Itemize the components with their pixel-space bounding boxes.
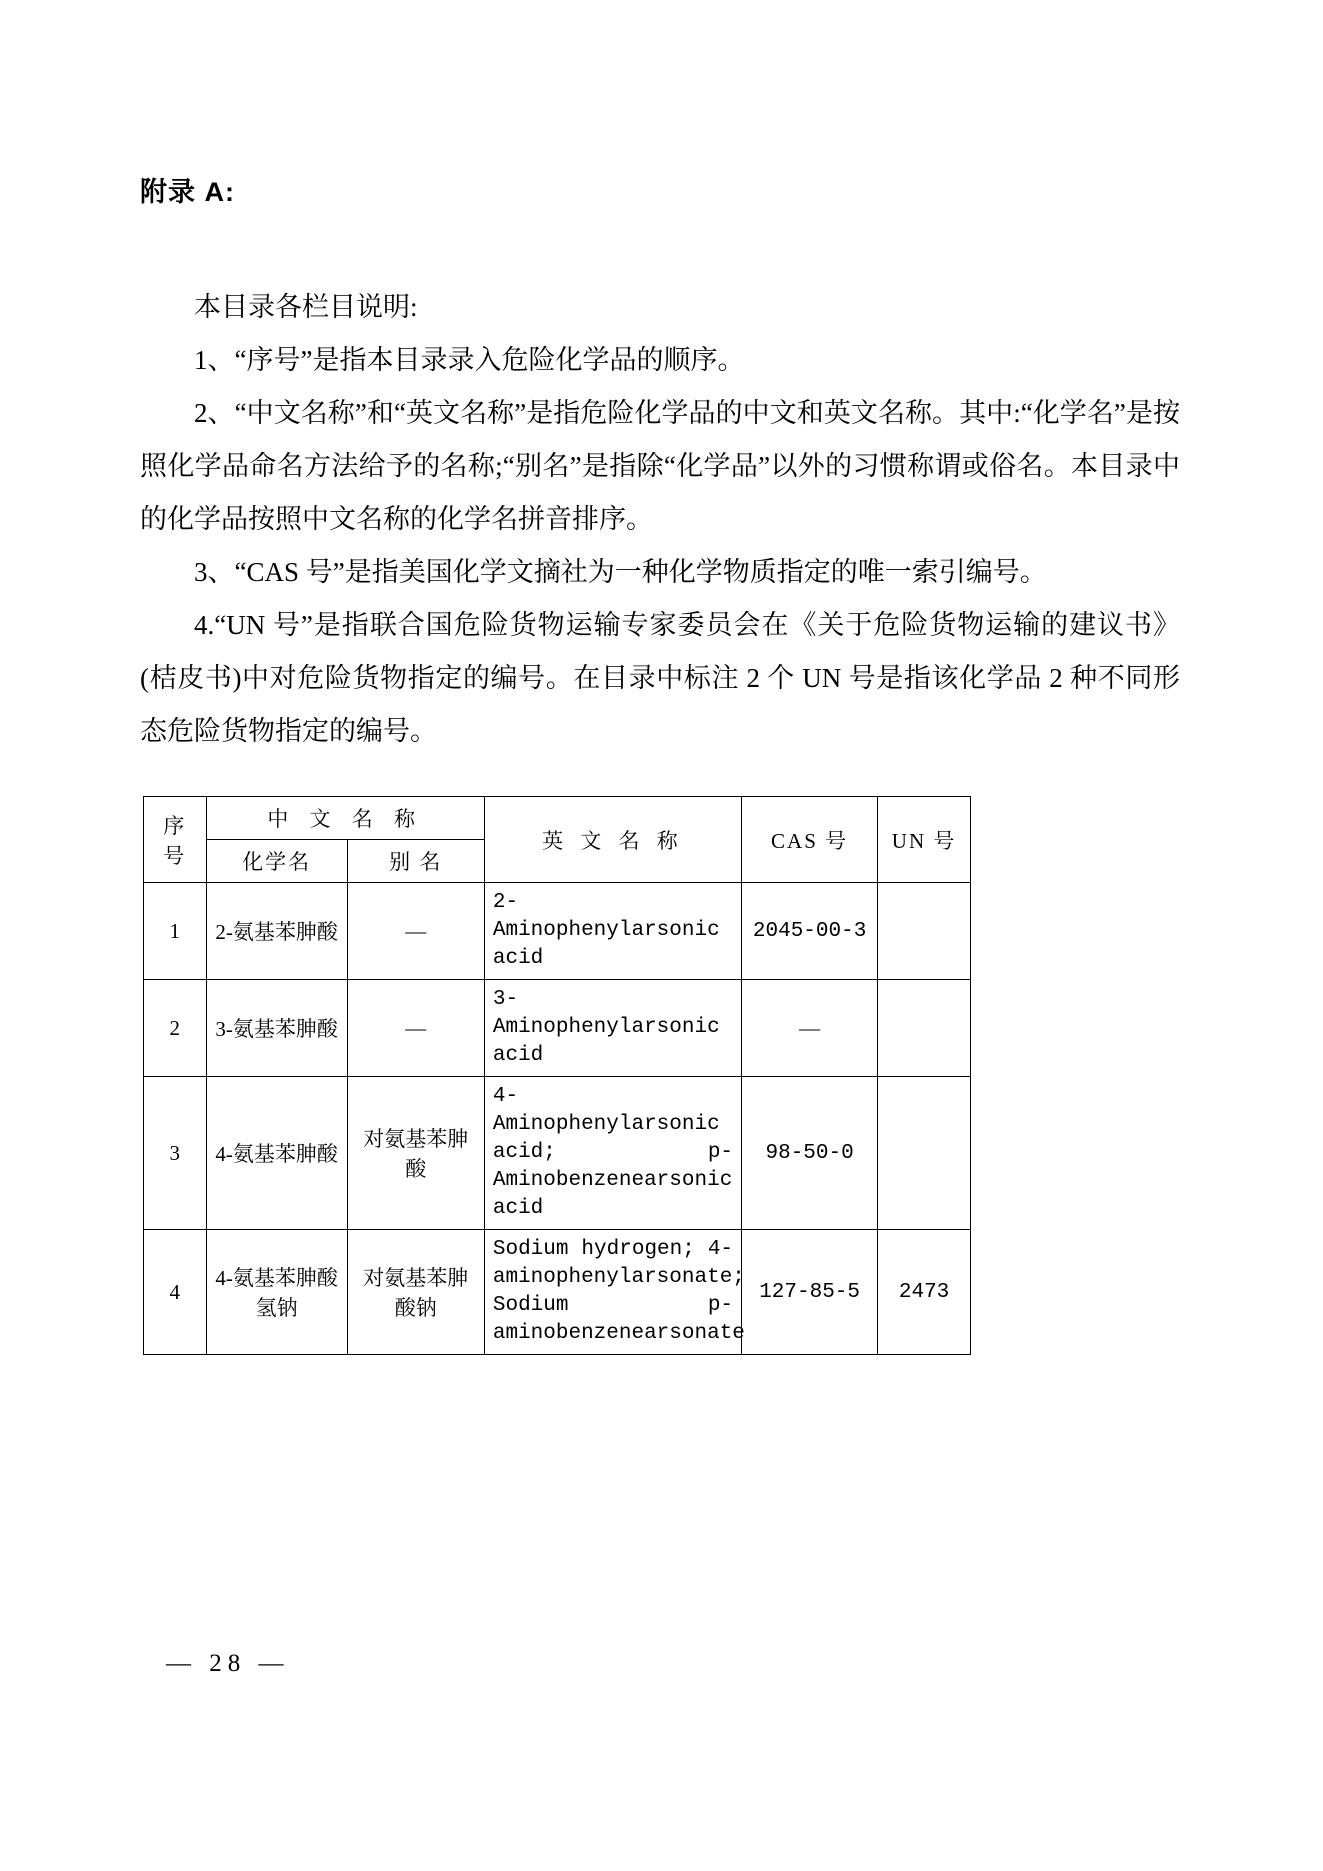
cell-en-name: 2-Aminophenylarsonic acid (484, 883, 741, 980)
appendix-title: 附录 A: (140, 177, 235, 207)
cell-en-name: Sodium hydrogen; 4-aminophenylarsonate; Sodium p-aminobenzenearsonate (484, 1230, 741, 1355)
table-row (144, 1077, 971, 1230)
table-header (144, 797, 971, 883)
cell-alias: 对氨基苯胂酸钠 (347, 1230, 484, 1355)
cell-en-name: 3-Aminophenylarsonic acid (484, 980, 741, 1077)
table-row (144, 980, 971, 1077)
header-cn-group: 中 文 名 称 (206, 797, 484, 840)
cell-chem-name: 2-氨基苯胂酸 (206, 883, 347, 980)
cell-cas: 127-85-5 (742, 1230, 878, 1355)
cell-alias: — (347, 883, 484, 980)
cell-un (878, 1077, 971, 1230)
table-row (144, 883, 971, 980)
explain-item-1: 1、“序号”是指本目录录入危险化学品的顺序。 (194, 345, 745, 375)
explain-item-4: 4.“UN 号”是指联合国危险货物运输专家委员会在《关于危险货物运输的建议书》(桔皮书)中对危险货物指定的编号。在目录中标注 2 个 UN 号是指该化学品 2 种不同形态危险货物指定的编号。 (140, 610, 1180, 746)
page-content (140, 0, 1180, 1355)
cell-un (878, 980, 971, 1077)
table-header-row-1 (144, 797, 971, 840)
intro-heading: 本目录各栏目说明: (194, 292, 418, 322)
header-cn-alias: 别 名 (347, 840, 484, 883)
cell-cas: — (742, 980, 878, 1077)
intro-block (140, 281, 1180, 758)
cell-chem-name: 4-氨基苯胂酸 (206, 1077, 347, 1230)
header-en-name: 英 文 名 称 (484, 797, 741, 883)
cell-en-name: 4-Aminophenylarsonic acid; p-Aminobenzenearsonic acid (484, 1077, 741, 1230)
header-un: UN 号 (878, 797, 971, 883)
cell-no: 2 (144, 980, 207, 1077)
cell-un (878, 883, 971, 980)
table-row (144, 1230, 971, 1355)
table-body (144, 883, 971, 1355)
chemical-catalog-table (143, 796, 971, 1355)
cell-chem-name: 3-氨基苯胂酸 (206, 980, 347, 1077)
header-no: 序号 (144, 797, 207, 883)
cell-chem-name: 4-氨基苯胂酸氢钠 (206, 1230, 347, 1355)
header-cn-chem: 化学名 (206, 840, 347, 883)
explain-item-2: 2、“中文名称”和“英文名称”是指危险化学品的中文和英文名称。其中:“化学名”是按照化学品命名方法给予的名称;“别名”是指除“化学品”以外的习惯称谓或俗名。本目录中的化学品按照中文名称的化学名拼音排序。 (140, 398, 1180, 534)
cell-no: 3 (144, 1077, 207, 1230)
explain-item-3: 3、“CAS 号”是指美国化学文摘社为一种化学物质指定的唯一索引编号。 (194, 557, 1047, 587)
cell-alias: 对氨基苯胂酸 (347, 1077, 484, 1230)
cell-un: 2473 (878, 1230, 971, 1355)
cell-cas: 98-50-0 (742, 1077, 878, 1230)
cell-no: 1 (144, 883, 207, 980)
cell-alias: — (347, 980, 484, 1077)
header-cas: CAS 号 (742, 797, 878, 883)
cell-cas: 2045-00-3 (742, 883, 878, 980)
cell-no: 4 (144, 1230, 207, 1355)
page-number: — 28 — (166, 1650, 290, 1677)
